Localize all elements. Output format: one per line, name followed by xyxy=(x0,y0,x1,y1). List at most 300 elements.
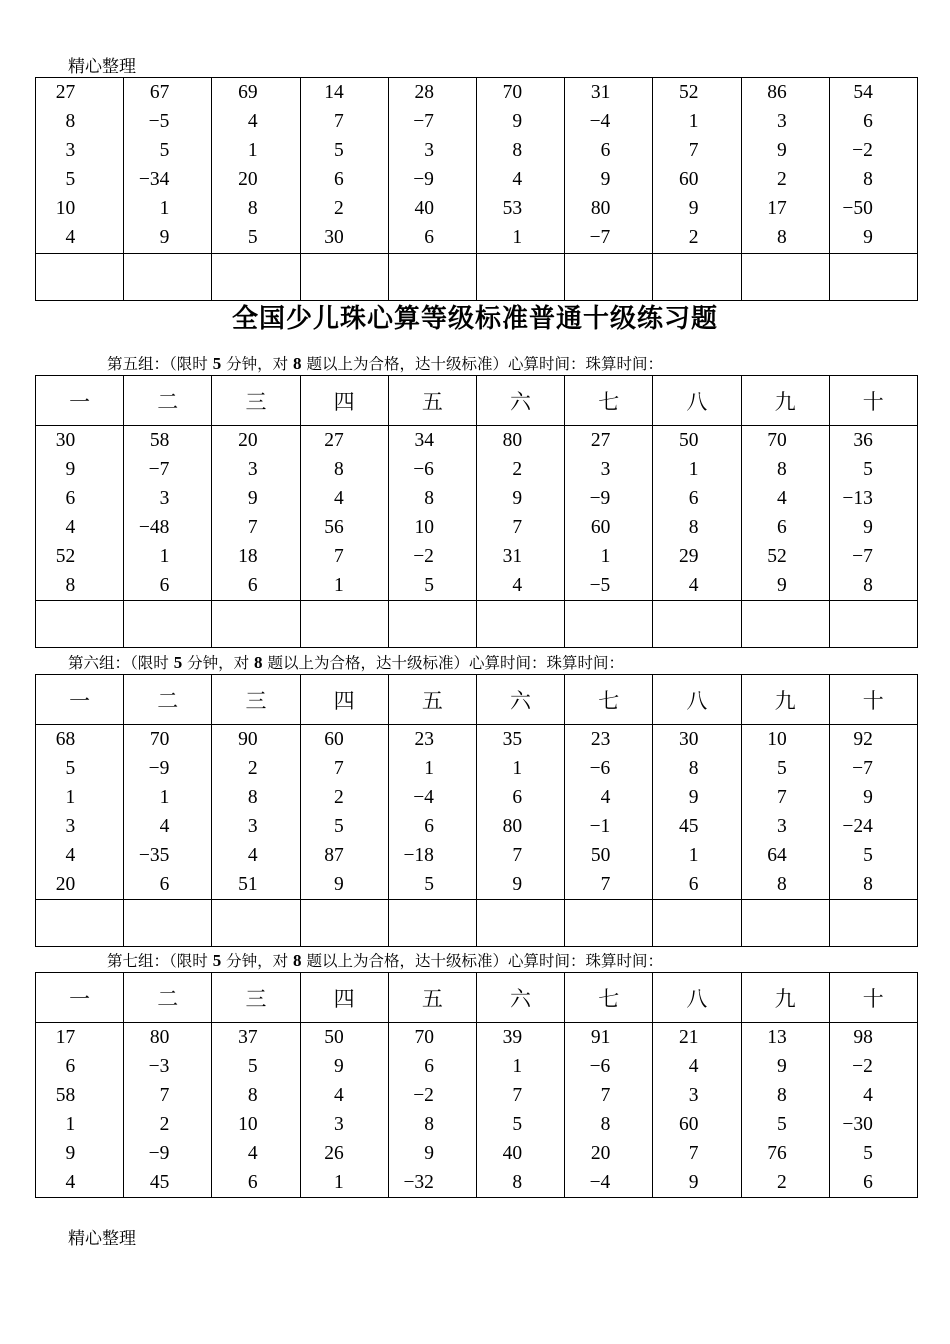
header-row xyxy=(36,973,918,1023)
problem-cell xyxy=(36,1023,124,1198)
problem-number: 4 xyxy=(247,845,258,866)
answer-cell[interactable] xyxy=(36,601,124,648)
problem-number: 9 xyxy=(776,1056,787,1077)
problem-number: 9 xyxy=(863,787,873,808)
problem-number: 1 xyxy=(600,546,611,567)
group-6-label: 第六组：（限时 5 分钟，对 8 题以上为合格，达十级标准）心算时间：珠算时间： xyxy=(68,653,624,672)
problem-number: 9 xyxy=(65,1143,76,1164)
problem-number: 6 xyxy=(600,140,611,161)
column-header: 七 xyxy=(565,973,653,1023)
problem-number: 9 xyxy=(776,575,787,596)
problem-cell xyxy=(829,78,917,254)
problem-number: 8 xyxy=(863,874,873,895)
problem-cell xyxy=(124,78,212,254)
problem-number: 5 xyxy=(159,140,170,161)
problem-number: 17 xyxy=(767,198,787,219)
problem-number: −4 xyxy=(589,1172,611,1193)
problem-number: 10 xyxy=(767,729,787,750)
problem-number: 3 xyxy=(688,1085,699,1106)
problem-cell xyxy=(212,725,300,900)
answer-cell[interactable] xyxy=(565,254,653,301)
problem-number: 13 xyxy=(767,1027,787,1048)
problem-number: 52 xyxy=(679,82,699,103)
problem-cell xyxy=(36,725,124,900)
answer-cell[interactable] xyxy=(476,254,564,301)
answer-cell[interactable] xyxy=(36,254,124,301)
group-6-table xyxy=(35,674,918,947)
problem-number: 6 xyxy=(688,874,699,895)
problem-number: 9 xyxy=(776,140,787,161)
problem-cell xyxy=(388,426,476,601)
numbers-row xyxy=(36,1023,918,1198)
problem-number: 4 xyxy=(247,1143,258,1164)
problem-number: 4 xyxy=(600,787,611,808)
answer-cell[interactable] xyxy=(36,900,124,947)
problem-number: 6 xyxy=(424,816,434,837)
problem-number: 3 xyxy=(776,111,787,132)
problem-number: 87 xyxy=(324,845,344,866)
column-header: 五 xyxy=(388,376,476,426)
problem-number: 5 xyxy=(776,758,787,779)
problem-number: 28 xyxy=(414,82,434,103)
answer-cell[interactable] xyxy=(124,601,212,648)
problem-number: 3 xyxy=(334,1114,344,1135)
problem-cell xyxy=(476,426,564,601)
problem-number: 8 xyxy=(600,1114,611,1135)
problem-number: 8 xyxy=(512,1172,523,1193)
answer-cell[interactable] xyxy=(653,900,741,947)
problem-number: 1 xyxy=(688,459,699,480)
column-header: 六 xyxy=(476,376,564,426)
problem-number: 10 xyxy=(238,1114,258,1135)
problem-number: 8 xyxy=(512,140,523,161)
problem-cell xyxy=(565,78,653,254)
problem-number: 1 xyxy=(159,198,170,219)
problem-number: 2 xyxy=(247,758,258,779)
problem-number: 10 xyxy=(55,198,76,219)
problem-number: 8 xyxy=(334,459,344,480)
problem-number: −6 xyxy=(589,758,611,779)
problem-number: 29 xyxy=(679,546,699,567)
problem-cell xyxy=(300,725,388,900)
problem-cell xyxy=(36,78,124,254)
numbers-row xyxy=(36,426,918,601)
problem-number: 14 xyxy=(324,82,344,103)
problem-number: 18 xyxy=(238,546,258,567)
problem-number: 6 xyxy=(65,1056,76,1077)
problem-number: 4 xyxy=(512,169,523,190)
answer-cell[interactable] xyxy=(212,601,300,648)
problem-number: −4 xyxy=(413,787,434,808)
answer-cell[interactable] xyxy=(741,254,829,301)
problem-number: 9 xyxy=(863,227,873,248)
problem-number: 17 xyxy=(55,1027,76,1048)
problem-number: 3 xyxy=(424,140,434,161)
problem-number: −7 xyxy=(852,758,873,779)
problem-number: −7 xyxy=(148,459,170,480)
problem-number: 58 xyxy=(55,1085,76,1106)
column-header: 四 xyxy=(300,675,388,725)
problem-number: 5 xyxy=(65,169,76,190)
problem-number: 53 xyxy=(502,198,523,219)
problem-number: −32 xyxy=(403,1172,434,1193)
problem-cell xyxy=(300,78,388,254)
problem-number: 1 xyxy=(334,1172,344,1193)
problem-number: 4 xyxy=(65,1172,76,1193)
problem-number: 27 xyxy=(55,82,76,103)
problem-number: 8 xyxy=(776,459,787,480)
problem-number: 6 xyxy=(688,488,699,509)
column-header: 九 xyxy=(741,376,829,426)
problem-number: 8 xyxy=(424,488,434,509)
problem-number: 4 xyxy=(65,227,76,248)
problem-number: 60 xyxy=(590,517,611,538)
answer-cell[interactable] xyxy=(388,900,476,947)
group-5-table xyxy=(35,375,918,648)
problem-cell xyxy=(653,1023,741,1198)
problem-number: −50 xyxy=(842,198,873,219)
problem-number: 1 xyxy=(512,758,523,779)
problem-number: 7 xyxy=(334,546,344,567)
problem-number: 5 xyxy=(65,758,76,779)
problem-number: 9 xyxy=(334,874,344,895)
problem-number: 27 xyxy=(590,430,611,451)
problem-number: −5 xyxy=(148,111,170,132)
problem-number: 8 xyxy=(247,198,258,219)
problem-number: 7 xyxy=(688,140,699,161)
column-header: 四 xyxy=(300,973,388,1023)
column-header: 四 xyxy=(300,376,388,426)
problem-cell xyxy=(565,725,653,900)
column-header: 九 xyxy=(741,675,829,725)
problem-number: 4 xyxy=(159,816,170,837)
problem-cell xyxy=(653,78,741,254)
problem-number: −2 xyxy=(852,1056,873,1077)
problem-number: 6 xyxy=(159,874,170,895)
problem-number: 4 xyxy=(334,1085,344,1106)
problem-number: 30 xyxy=(679,729,699,750)
answer-cell[interactable] xyxy=(565,601,653,648)
problem-number: 5 xyxy=(424,575,434,596)
answer-cell[interactable] xyxy=(829,601,917,648)
problem-number: 9 xyxy=(159,227,170,248)
problem-number: 2 xyxy=(512,459,523,480)
problem-number: 7 xyxy=(512,1085,523,1106)
problem-number: 90 xyxy=(238,729,258,750)
problem-number: 5 xyxy=(334,140,344,161)
problem-number: 45 xyxy=(679,816,699,837)
problem-number: 64 xyxy=(767,845,787,866)
column-header: 一 xyxy=(36,376,124,426)
column-header: 一 xyxy=(36,973,124,1023)
problem-number: 23 xyxy=(414,729,434,750)
problem-number: 30 xyxy=(55,430,76,451)
problem-number: 6 xyxy=(424,1056,434,1077)
column-header: 一 xyxy=(36,675,124,725)
problem-number: 9 xyxy=(688,787,699,808)
problem-number: 80 xyxy=(502,816,523,837)
problem-number: 4 xyxy=(65,845,76,866)
problem-cell xyxy=(212,1023,300,1198)
problem-number: −13 xyxy=(842,488,873,509)
problem-cell xyxy=(829,426,917,601)
answer-cell[interactable] xyxy=(124,254,212,301)
answer-cell[interactable] xyxy=(653,601,741,648)
problem-number: 54 xyxy=(853,82,873,103)
problem-number: 6 xyxy=(334,169,344,190)
problem-cell xyxy=(124,725,212,900)
page-note-bottom: 精心整理 xyxy=(68,1229,136,1248)
problem-number: 70 xyxy=(502,82,523,103)
problem-number: 50 xyxy=(324,1027,344,1048)
problem-number: 6 xyxy=(65,488,76,509)
problem-cell xyxy=(388,78,476,254)
problem-number: 34 xyxy=(414,430,434,451)
problem-cell xyxy=(829,725,917,900)
problem-number: 5 xyxy=(863,1143,873,1164)
problem-number: −48 xyxy=(138,517,170,538)
problem-number: 6 xyxy=(863,1172,873,1193)
problem-number: 3 xyxy=(247,816,258,837)
problem-number: 3 xyxy=(776,816,787,837)
problem-number: 50 xyxy=(679,430,699,451)
problem-number: 51 xyxy=(238,874,258,895)
answer-cell[interactable] xyxy=(565,900,653,947)
problem-number: 50 xyxy=(590,845,611,866)
problem-number: 8 xyxy=(247,1085,258,1106)
problem-number: −30 xyxy=(842,1114,873,1135)
problem-number: 6 xyxy=(159,575,170,596)
answer-cell[interactable] xyxy=(124,900,212,947)
problem-number: −9 xyxy=(148,1143,170,1164)
numbers-row xyxy=(36,78,918,254)
problem-number: 8 xyxy=(776,227,787,248)
problem-number: 80 xyxy=(590,198,611,219)
problem-number: −34 xyxy=(138,169,170,190)
problem-number: 69 xyxy=(238,82,258,103)
problem-cell xyxy=(829,1023,917,1198)
problem-number: 20 xyxy=(238,169,258,190)
problem-number: 5 xyxy=(247,1056,258,1077)
problem-number: 4 xyxy=(65,517,76,538)
problem-number: 10 xyxy=(414,517,434,538)
problem-number: 7 xyxy=(688,1143,699,1164)
problem-number: −6 xyxy=(413,459,434,480)
problem-number: 5 xyxy=(424,874,434,895)
problem-number: 7 xyxy=(159,1085,170,1106)
problem-number: 8 xyxy=(65,575,76,596)
problem-number: 40 xyxy=(414,198,434,219)
problem-number: 68 xyxy=(55,729,76,750)
problem-cell xyxy=(124,426,212,601)
problem-number: 58 xyxy=(149,430,170,451)
problem-number: 52 xyxy=(767,546,787,567)
problem-number: 6 xyxy=(776,517,787,538)
column-header: 八 xyxy=(653,675,741,725)
problem-number: 26 xyxy=(324,1143,344,1164)
problem-number: 7 xyxy=(247,517,258,538)
column-header: 五 xyxy=(388,973,476,1023)
group-7-table xyxy=(35,972,918,1198)
problem-number: −9 xyxy=(589,488,611,509)
problem-number: 1 xyxy=(688,845,699,866)
column-header: 十 xyxy=(829,973,917,1023)
column-header: 二 xyxy=(124,376,212,426)
column-header: 八 xyxy=(653,376,741,426)
problem-number: 8 xyxy=(247,787,258,808)
problem-number: −35 xyxy=(138,845,170,866)
answer-cell[interactable] xyxy=(300,601,388,648)
problem-number: 98 xyxy=(853,1027,873,1048)
problem-number: 9 xyxy=(512,874,523,895)
problem-number: 31 xyxy=(590,82,611,103)
problem-cell xyxy=(476,78,564,254)
problem-number: −7 xyxy=(589,227,611,248)
problem-cell xyxy=(741,426,829,601)
problem-cell xyxy=(741,1023,829,1198)
problem-cell xyxy=(476,725,564,900)
problem-number: 7 xyxy=(776,787,787,808)
problem-number: 4 xyxy=(512,575,523,596)
problem-cell xyxy=(741,725,829,900)
problem-number: −9 xyxy=(148,758,170,779)
group-7-label: 第七组：（限时 5 分钟，对 8 题以上为合格，达十级标准）心算时间：珠算时间： xyxy=(107,951,663,970)
problem-number: 76 xyxy=(767,1143,787,1164)
header-row xyxy=(36,675,918,725)
problem-number: 2 xyxy=(688,227,699,248)
answer-cell[interactable] xyxy=(388,601,476,648)
problem-number: 1 xyxy=(247,140,258,161)
problem-number: 21 xyxy=(679,1027,699,1048)
problem-number: 6 xyxy=(863,111,873,132)
answer-cell[interactable] xyxy=(741,900,829,947)
problem-number: 7 xyxy=(512,517,523,538)
answer-cell[interactable] xyxy=(300,900,388,947)
problem-number: 20 xyxy=(238,430,258,451)
problem-number: 5 xyxy=(863,459,873,480)
column-header: 八 xyxy=(653,973,741,1023)
problem-number: 2 xyxy=(776,1172,787,1193)
answer-cell[interactable] xyxy=(829,254,917,301)
problem-number: 7 xyxy=(600,1085,611,1106)
problem-cell xyxy=(476,1023,564,1198)
problem-number: 86 xyxy=(767,82,787,103)
problem-number: 5 xyxy=(247,227,258,248)
problem-number: 2 xyxy=(334,787,344,808)
answer-cell[interactable] xyxy=(476,900,564,947)
problem-number: −2 xyxy=(852,140,873,161)
answer-cell[interactable] xyxy=(388,254,476,301)
problem-number: −9 xyxy=(413,169,434,190)
problem-number: −4 xyxy=(589,111,611,132)
problem-number: 3 xyxy=(600,459,611,480)
problem-number: 6 xyxy=(247,575,258,596)
problem-number: 56 xyxy=(324,517,344,538)
answer-cell[interactable] xyxy=(653,254,741,301)
column-header: 十 xyxy=(829,675,917,725)
problem-number: 1 xyxy=(334,575,344,596)
problem-number: 27 xyxy=(324,430,344,451)
problem-cell xyxy=(36,426,124,601)
problem-number: 23 xyxy=(590,729,611,750)
problem-number: 5 xyxy=(334,816,344,837)
problem-number: 6 xyxy=(512,787,523,808)
problem-number: 1 xyxy=(688,111,699,132)
problem-cell xyxy=(741,78,829,254)
column-header: 二 xyxy=(124,675,212,725)
problem-number: −7 xyxy=(413,111,434,132)
column-header: 五 xyxy=(388,675,476,725)
problem-number: 60 xyxy=(324,729,344,750)
answer-row xyxy=(36,254,918,301)
group-5-label: 第五组：（限时 5 分钟，对 8 题以上为合格，达十级标准）心算时间：珠算时间： xyxy=(107,354,663,373)
answer-cell[interactable] xyxy=(300,254,388,301)
column-header: 六 xyxy=(476,973,564,1023)
numbers-row xyxy=(36,725,918,900)
answer-cell[interactable] xyxy=(476,601,564,648)
problem-number: 8 xyxy=(863,575,873,596)
problem-number: 7 xyxy=(512,845,523,866)
page-note-top: 精心整理 xyxy=(68,57,136,76)
problem-number: 4 xyxy=(247,111,258,132)
problem-number: 3 xyxy=(159,488,170,509)
problem-cell xyxy=(565,426,653,601)
problem-number: 30 xyxy=(324,227,344,248)
problem-number: 4 xyxy=(776,488,787,509)
problem-number: −7 xyxy=(852,546,873,567)
problem-cell xyxy=(300,426,388,601)
problem-number: 3 xyxy=(65,816,76,837)
problem-number: 70 xyxy=(414,1027,434,1048)
problem-number: −18 xyxy=(403,845,434,866)
header-row xyxy=(36,376,918,426)
problem-number: 4 xyxy=(334,488,344,509)
problem-number: 1 xyxy=(65,1114,76,1135)
problem-number: 8 xyxy=(424,1114,434,1135)
problem-number: 4 xyxy=(688,1056,699,1077)
problem-number: 70 xyxy=(149,729,170,750)
problem-number: 1 xyxy=(424,758,434,779)
problem-number: 3 xyxy=(65,140,76,161)
problem-cell xyxy=(212,78,300,254)
column-header: 三 xyxy=(212,973,300,1023)
problem-number: 9 xyxy=(424,1143,434,1164)
problem-number: 37 xyxy=(238,1027,258,1048)
problem-number: 9 xyxy=(600,169,611,190)
problem-number: 1 xyxy=(159,787,170,808)
problem-number: 9 xyxy=(65,459,76,480)
problem-number: 7 xyxy=(600,874,611,895)
problem-number: 70 xyxy=(767,430,787,451)
problem-number: 60 xyxy=(679,1114,699,1135)
answer-cell[interactable] xyxy=(741,601,829,648)
problem-number: 8 xyxy=(776,874,787,895)
problem-number: 31 xyxy=(502,546,523,567)
column-header: 三 xyxy=(212,376,300,426)
problem-number: −5 xyxy=(589,575,611,596)
problem-number: 92 xyxy=(853,729,873,750)
problem-number: 5 xyxy=(512,1114,523,1135)
problem-number: 80 xyxy=(502,430,523,451)
answer-cell[interactable] xyxy=(212,254,300,301)
problem-number: 40 xyxy=(502,1143,523,1164)
problem-number: 3 xyxy=(247,459,258,480)
problem-number: 8 xyxy=(863,169,873,190)
answer-cell[interactable] xyxy=(829,900,917,947)
problem-number: 45 xyxy=(149,1172,170,1193)
page-title: 全国少儿珠心算等级标准普通十级练习题 xyxy=(231,304,718,334)
answer-cell[interactable] xyxy=(212,900,300,947)
